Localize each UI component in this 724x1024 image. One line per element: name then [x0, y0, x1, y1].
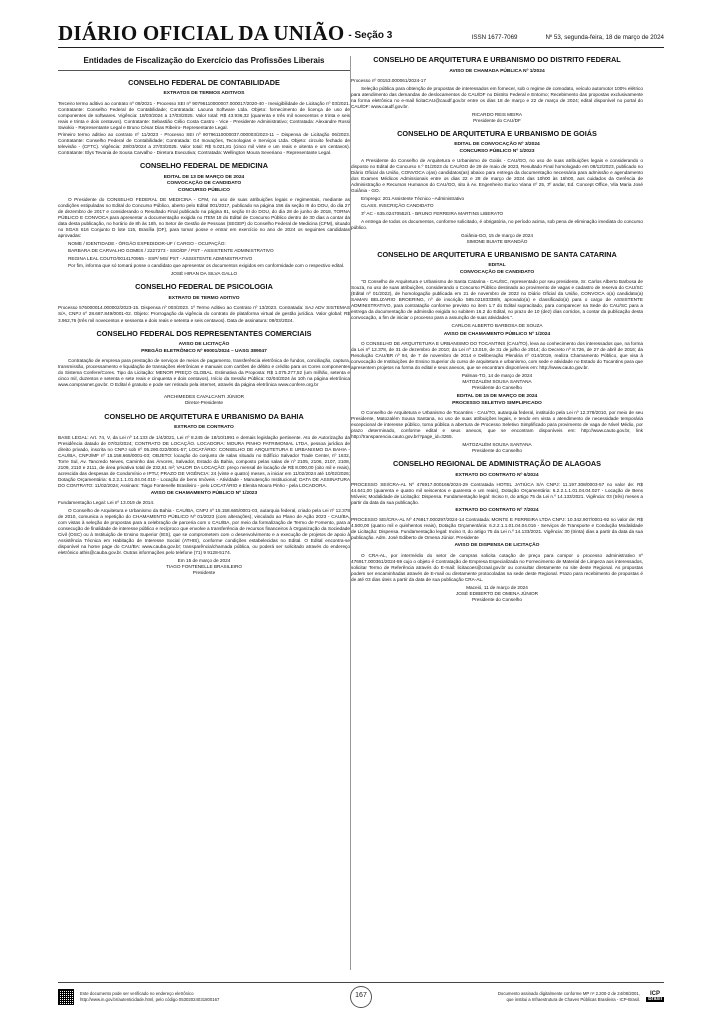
paragraph: O Presidente do CONSELHO FEDERAL DE MEDICINA - CFM, no uso de suas atribuições legais e regimentais, mediante as condições estipuladas no Edital do Concurso Público, aberto pelo Edital 001/2017, publicado na página 156 da seção III do DOU, do dia 27 de dezembro de 2017 e considerando o Resultado Final publicado na página 81, seção III do DOU, do dia 28 de junho de 2018, TORNA PÚBLICO E CONVOCA para apresentar a documentação exigida no ITEM 18 do Edital de Concurso Público dentro de 30 dias a contar da data desta publicação, no horário de 8h às 18h, no Setor de Gestão de Pessoas (SEGEP) do Conselho Federal de Medicina (CFM), situado no SGAS 616 Conjunto D lote 115, Brasília (DF), para tomar posse e entrar em exercício no ano de 2024 os seguintes candidatas aprovadas:	[58, 196, 350, 238]
act-subtitle: CONVOCAÇÃO DE CANDIDATO	[166, 181, 242, 187]
paragraph: O Conselho de Arquitetura e Urbanismo da Bahia - CAU/BA, CNPJ nº 15.158.665/0001-03, autarquia federal, criado pela Lei nº 12.378 de 2010, comunica a repetição do CHAMAMENTO PÚBLICO Nº 01/2023 (com alterações), vinculado ao Plano de Ação 2023 - CAU/BA, com vistas à seleção de propostas para a celebração de parceria com o CAU/BA, por meio da formalização de Termo de Fomento, para a consecução de finalidade de interesse público e recíproco que envolve a transferência de recursos financeiros à Organização da Sociedade Civil (OSC) ou à Instituição de Ensino Superior (IES), que se comprometem com o desenvolvimento e a execução de projetos de apoio à Assistência Técnica em Habitação de Interesse Social (ATHIS), conforme condições estabelecidas no Edital. O Edital encontra-se disponível na home page do CAU/BA: www.cauba.gov.br; transparência/chamada pública, ou poderá ser solicitado através do endereço eletrônico athis@cauba.gov.br. Outras informações pelo telefone (71) 9 9128-5174.	[58, 507, 350, 555]
paragraph: Primeiro termo aditivo ao contrato nº 11/2023 - Processo SEI nº 90796110000037.000003/2023-11 – Dispensa de Licitação 06/2023. Contratante: Conselho Federal de Contabilidade; Contratada: G4 Inovações, Tecnologias e Serviços Ltda. Objeto: circuito fechado de televisão - (CFTC). Vigência: 28/03/2024 a 27/03/2025. Valor total: R$ 5.021,81 (cinco mil vinte e um reais e oitenta e um centavos). Contratante: Elys Tevania de Sousa Carvalho - Diretora Executiva; Contratada: Wellington Moura Severiano - Representante Legal.	[58, 132, 350, 156]
paragraph: A entrega de todos os documentos, conforme solicitado, é obrigatória, no período acima, sob pena de eliminação imediata do concurso público.	[351, 218, 643, 230]
footer-left	[58, 989, 350, 1005]
act-title: AVISO DE CHAMAMENTO PÚBLICO Nº 1/2023	[150, 490, 258, 496]
paragraph: O CONSELHO DE ARQUITETURA E URBANISMO DO TOCANTINS (CAU/TO), leva ao conhecimento dos interessados que, na forma da Lei nº 12.378, de 31 de dezembro de 2010; da Lei nº 13.019, de 31 de julho de 2014; do Decreto nº 8.726, de 27 de abril de 2016; da Resolução CAU/BR nº 94, de 7 de novembro de 2014 e Deliberação Plenária nº 014/2019, realiza Chamamento Público, que visa à convocação de Instituições de Ensino Superior do curso de arquitetura e urbanismo, com sede e atividade no Estado do Tocantins para que apresentem projetos na forma do edital e seus anexos, que se encontram disponíveis em: http://www.cauto.gov.br.	[351, 341, 643, 371]
category-heading: Entidades de Fiscalização do Exercício das Profissões Liberais	[58, 56, 350, 71]
footer-verify-link[interactable]: http://www.in.gov.br/autenticidade.html, pelo código 05302024031800167	[80, 996, 220, 1002]
act-subtitle: CONVOCAÇÃO DE CANDIDATO	[459, 269, 535, 275]
signature: JOSÉ EDIBERTO DE OMENA JÚNIOR	[455, 590, 539, 596]
left-column	[58, 56, 350, 970]
act-subtitle: PROCESSO SELETIVO SIMPLIFICADO	[452, 400, 542, 406]
act-title: EDITAL DE CONVOCAÇÃO Nº 3/2024	[454, 142, 540, 148]
signature: TIAGO FONTENELLE BRASILEIRO	[165, 563, 243, 569]
signature: JOSÉ HIRAN DA SILVA GALLO	[170, 271, 238, 277]
page-number: 167	[350, 986, 371, 1008]
signature-role: Diretor-Presidente	[184, 400, 224, 406]
org-title-cra: CONSELHO REGIONAL DE ADMINISTRAÇÃO DE ALAGOAS	[392, 459, 602, 469]
paragraph: 3º AC - 635.02470552/1 - BRUNO FERREIRA MARTINS LIBERATO	[361, 210, 504, 216]
org-title-cfp: CONSELHO FEDERAL DE PSICOLOGIA	[135, 282, 273, 292]
date-line: Palmas-TO, 14 de março de 2024	[461, 373, 533, 379]
paragraph: "O Conselho de Arquitetura e Urbanismo de Santa Catarina - CAU/SC, representado por seu presidente, Sr. Carlos Alberto Barbosa de Souza, no uso de suas atribuições, considerando o Concurso Público destinado ao provimento de vagas e cadastro de reserva do CAU/SC (Edital nº 01/2022), de homologação publicada em 21 de novembro de 2022 no Diário Oficial da União, CONVOCA o(a) candidato(a) SAMAN BELIZARIO BROERING, nº de inscrição 585.02183338/8, aprovado(a) e classificado(a) para o cargo de ASSISTENTE ADMINISTRATIVO, para contratação conforme previsto no item 1.7 do Edital supracitado, para comparecer na Sede do CAU/SC para a entrega da documentação de admissão exigida no subitem 16.2 do Edital, no prazo de 10 (dez) dias corridos, a contar da publicação desta convocação, a fim de iniciar o processo para a assunção de suas atividades.".	[351, 278, 643, 320]
paragraph: Por fim, informa que só tomará posse o candidato que apresentar os documentos exigidos em conformidade com o respectivo edital.	[68, 263, 345, 269]
icp-logo-bottom: Brasil	[648, 996, 662, 1002]
paragraph: REGINA LEAL COUTO/0014170955 - SSP/ MS/ PST - ASSISTENTE ADMINISTRATIVO	[68, 255, 253, 261]
signature: MATOZALÉM SOUSA SANTANA	[462, 379, 532, 385]
icp-logo-top: ICP	[650, 991, 661, 997]
org-title-cfm: CONSELHO FEDERAL DE MEDICINA	[140, 161, 268, 171]
signature: SIMONE BUIATE BRANDÃO	[466, 238, 528, 244]
org-title-caudf: CONSELHO DE ARQUITETURA E URBANISMO DO DISTRITO FEDERAL	[373, 55, 621, 64]
paragraph: PROCESSO SEI/CRA-AL Nº 476917.000297/2024-14 Contratada: MONTE E FERREIRA LTDA CNPJ: 10.342.907/0001-92 no valor de: R$ 4.500,00 (quatro mil e quinhentos reais), Dotação Orçamentária: 6.2.2.1.1.01.04.04.016 - Serviços de Transporte e Condução Modalidade de Licitação: Dispensa. Fundamentação legal: Inciso II, do artigo 75 da Lei n.º 14.133/2021. Vigência: 30 (trinta) dias a partir da data da sua publicação. Adm. José Ediberto de Omena Júnior. Presidente	[351, 517, 643, 541]
paragraph: NOME / IDENTIDADE - ÓRGÃO EXPEDIDOR-UF / CARGO - OCUPAÇÃO:	[68, 240, 226, 246]
act-subtitle: CONCURSO PÚBLICO Nº 1/2023	[459, 148, 535, 154]
act-title: EDITAL DE 13 DE MARÇO DE 2024	[163, 175, 245, 181]
section-label: - Seção 3	[348, 30, 393, 42]
act-title: EXTRATO DE TERMO ADITIVO	[168, 296, 240, 302]
edition-date: Nº 53, segunda-feira, 18 de março de 2024	[545, 34, 664, 42]
paragraph: CLASS. INSCRIÇÃO CANDIDATO	[361, 203, 434, 209]
paragraph: O CRA-AL, por intermédio do setor de compras solicita cotação de preço para compor o processo administrativo nº 476917.000361/2024-59 cujo o objeto é Contratação de Empresa Especializada no Fornecimento de Material de Limpeza aos interessados, solicitar Termo de Referência através do E-mail: licitacoes@craal.gov.br ou consultar diretamente no site deste Regional. As propostas podem ser encaminhadas através de E-mail ou diretamente protocoladas na sede deste Regional. Prazo para recebimento de propostas é de até 03 dias úteis a partir da data de sua publicação CRA-AL.	[351, 552, 643, 582]
issn: ISSN 1677-7069	[471, 34, 518, 42]
org-title-cfc: CONSELHO FEDERAL DE CONTABILIDADE	[128, 77, 280, 87]
act-title: AVISO DE DISPENSA DE LICITAÇÃO	[454, 543, 540, 549]
signature-role: Presidente	[192, 569, 216, 575]
act-title: EXTRATO DE CONTRATO	[174, 425, 234, 431]
org-title-caugo: CONSELHO DE ARQUITETURA E URBANISMO DE GOIÁS	[397, 128, 597, 138]
qr-code-icon	[58, 989, 74, 1005]
masthead-info	[472, 34, 664, 42]
footer-verify-text: Este documento pode ser verificado no endereço eletrônico	[80, 991, 194, 996]
footer-sign-text-2: que institui a Infraestrutura de Chaves Públicas Brasileira - ICP-Brasil.	[506, 996, 641, 1002]
date-line: Em 15 de março de 2024	[177, 557, 231, 563]
signature: CARLOS ALBERTO BARBOSA DE SOUZA	[451, 322, 543, 328]
signature-role: Presidente do CAU/DF	[473, 117, 521, 123]
date-line: Maceió, 11 de março de 2024	[466, 584, 528, 590]
act-title: AVISO DE CHAMADA PÚBLICA Nº 1/2024	[449, 68, 545, 74]
icp-brasil-logo-icon	[646, 988, 664, 1006]
paragraph: A Presidente do Conselho de Arquitetura e Urbanismo de Goiás - CAU/GO, no uso de suas atribuições legais e considerando o disposto no Edital de Concurso n.º 01/2023 do CAU/GO de 29 de maio de 2023, Resultado Final homologado em 08/12/2023, publicado no Diário Oficial da União, CONVOCA o(as) candidatos(as) abaixo para entrega da documentação necessária para admissão e agendamento dos Exames Médicos Admissionais entre os dias 22 e 28 de março de 2024 das 10h00 às 16h00, aos cuidados da Gerência de Administração e Recursos Humanos do CAU/GO, sito à Av. Engenheiro Eurico Viana nº 25, 3º andar, Ed. Concept Office, Vila Maria José Goiânia - GO.	[351, 158, 643, 194]
paragraph: Seleção pública para obtenção de propostas de interessados em fornecer, sob o regime de comodato, veículo automotor 100% elétrico para atendimento das demandas de deslocamentos do CAU/DF no Distrito Federal e Entorno; Recebimento das propostas exclusivamente na forma eletrônica no e-mail licitaCAU@caudf.gov.br entre os dias 18 de março e 22 de março de 2024; edital disponível no portal do CAU/DF: www.caudf.gov.br.	[351, 85, 643, 109]
signature-role: Presidente do Conselho	[471, 385, 523, 391]
paragraph: BASE LEGAL: Art. 74, V, da Lei nº 14.133 de 1/4/2021, Lei nº 8.245 de 18/10/1991 e demais legislação pertinente. Ato de Autorização da Presidência datado de 07/02/2024; CONTRATO DE LOCAÇÃO. LOCADORA: MOURA PINHO PATRIMONIAL LTDA, pessoa jurídica de direito privado, inscrita no CNPJ sob nº 05.290.022/0001-57; LOCATÁRIO: CONSELHO DE ARQUITETURA E URBANISMO DA BAHIA - CAU/BA, CNPJ/MF nº 15.158.665/0001-03; OBJETO: locação do conjunto de salas situado no Edifício Salvador Trade Center, nº 1632, Torre Sul, Av. Tancredo Neves, Caminho das Árvores, Salvador, Estado da Bahia, composto pelas salas de nº 2105, 2106, 2107, 2108, 2109, 2110 e 2111, de área privativa total de 232,61 m²; VALOR DA LOCAÇÃO: preço mensal de locação de R$ 8.000,00 (oito mil e reais), acrescida das despesas de Condomínio e IPTU; PRAZO DE VIGÊNCIA: 24 (vinte e quatro) meses, a iniciar em 11/02/2024 até 10/02/2026; Dotação Orçamentária: 6.2.2.1.1.01.04.04.010 - Locação de bens Imóveis - Atividade - Manutenção Institucional; DATA DE ASSINATURA DO CONTRATO: 11/02/2024; Assinam: Tiago Fontenelle Brasileiro - pelo LOCATÁRIO e Elenita Moura Pinho - pela LOCADORA.	[58, 434, 350, 488]
signature: ARCHIMEDES CAVALCANTI JÚNIOR	[163, 394, 245, 400]
page-footer	[58, 982, 664, 1010]
act-title: EDITAL	[488, 263, 506, 269]
paragraph: Emprego: 201 Assistente Técnico –Administrativo	[361, 195, 465, 201]
right-column	[351, 56, 643, 970]
paragraph: BARBARA DE CARVALHO GOMES / 2227273 - SSO/DF / PST - ASSISTENTE ADMINISTRATIVO	[68, 248, 274, 254]
paragraph: Processo nº 00153.000061/2024-17	[351, 78, 426, 84]
signature: RICARDO REIS MEIRA	[471, 111, 522, 117]
footer-right	[372, 988, 664, 1006]
signature: MATOZALÉM SOUSA SANTANA	[462, 441, 532, 447]
signature-role: Presidente do Conselho	[471, 596, 523, 602]
columns	[58, 56, 664, 970]
paragraph: PROCESSO SEI/CRA-AL Nº 476917.000166/2024-29 Contratada HOTEL JATIÚCA S/A CNPJ: 11.197.308/0003-57 no valor de: R$ 44.641,00 (quarenta e quatro mil seiscentos e quarenta e um reais), Dotação Orçamentária: 6.2.2.1.1.01.04.04.027 - Locação de Bens Móveis; Modalidade de Licitação: Dispensa. Fundamentação legal: Inciso II, do artigo 75 da Lei n.º 14.133/2021. Vigência: 03 (três) meses a partir da data da sua publicação.	[351, 482, 643, 506]
act-title: EDITAL DE 15 DE MARÇO DE 2024	[456, 394, 538, 400]
paragraph: Fundamentação Legal: Lei nº 13.019 de 2014.	[58, 499, 155, 505]
paragraph: Contratação de empresa para prestação de serviços de meios de pagamento, transferência eletrônica de fundos, conciliação, captura, transmissão, processamento e liquidação de transações eletrônicas e manuais com cartões de débito e crédito para os Cores componentes do Sistema Confere/Cores. Tipo da Licitação: MENOR PREÇO GLOBAL. Estimativa da Proposta: R$ 1.075.277,52 (um milhão, setenta e cinco mil, duzentos e setenta e sete reais e cinquenta e dois centavos). Início da Sessão Pública: 02/04/2024 às 10h na página eletrônica www.comprasnet.gov.br. O Edital é gratuito e pode ser retirado pela internet, através da página eletrônica www.confere.org.br	[58, 357, 350, 387]
footer-sign-text: Documento assinado digitalmente conforme MP nº 2.200-2 de 24/08/2001,	[497, 991, 641, 996]
act-title: EXTRATOS DE TERMOS ADITIVOS	[163, 91, 245, 97]
act-title: AVISO DE CHAMAMENTO PÚBLICO Nº 1/2024	[443, 331, 551, 337]
paragraph: Terceiro termo aditivo ao contrato nº 09/2021 - Processo SEI nº 90796110000007.000017/2020-40 - Inexigibilidade de Licitação nº 03/2021. Contratante: Conselho Federal de Contabilidade; Contratada: Lacuna Software Ltda. Objeto: fornecimento de licença de uso de componentes de softwares. Vigência: 18/03/2024 a 17/03/2025. Valor total: R$ 43.936,32 (quarenta e três mil novecentos e trinta e seis reais e trinta e dois centavos). Contratante: Sebastião Célio Costa Castro - Vice - Presidente Administrativo; Contratada: Alexandre Rossi Swiokio - Representante Legal e Bruno César Dias Ribeiro- Representante Legal.	[58, 100, 350, 130]
org-title-core: CONSELHO FEDERAL DOS REPRESENTANTES COMERCIAIS	[96, 328, 312, 338]
journal-title: DIÁRIO OFICIAL DA UNIÃO	[58, 21, 345, 45]
act-title: AVISO DE LICITAÇÃO	[178, 342, 230, 348]
org-title-causc: CONSELHO DE ARQUITETURA E URBANISMO DE SANTA CATARINA	[377, 249, 617, 259]
org-title-cauba: CONSELHO DE ARQUITETURA E URBANISMO DA BAHIA	[104, 411, 304, 421]
act-title: EXTRATO DO CONTRATO Nº 7/2024	[455, 508, 539, 514]
paragraph: Processo 576000014.000002/2023-15. Dispensa nº 003/2023. 1º Termo Aditivo ao Contrato nº 13/2023. Contratada: SAJ ADV SISTEMAS S/A, CNPJ nº 28.687.849/0001-02. Objeto: Prorrogação da vigência do contrato de plataforma virtual de gestão jurídica. Valor global: R$ 3.962,76 (três mil novecentos e sessenta e dois reais e setenta e seis centavos). Data de assinatura: 08/03/2024.	[58, 305, 350, 323]
act-title: EXTRATO DO CONTRATO Nº 6/2024	[455, 472, 539, 478]
signature-role: Presidente do Conselho	[471, 448, 523, 453]
act-subtitle: CONCURSO PÚBLICO	[178, 187, 230, 193]
act-subtitle: PREGÃO ELETRÔNICO Nº 90001/2024 – UASG 389047	[141, 348, 267, 354]
masthead	[58, 21, 664, 48]
date-line: Goiânia-GO, 15 de março de 2024	[461, 232, 533, 238]
paragraph: O Conselho de Arquitetura e Urbanismo de Tocantins - CAU/TO, autarquia federal, instituído pela Lei nº 12.378/2010, por meio de seu Presidente, Matozalém Sousa Santana, no uso de suas atribuições legais, e tendo em vista o atendimento de necessidade temporária excepcional de interesse público, torna pública a abertura de Processo Seletivo Simplificado para provimento de vaga de Nível Médio, por prazo determinado, conforme edital e seus anexos, que se encontram disponíveis em: http://www.cauto.gov.br, link http://transparencia.cauto.gov.br/?page_id=3265.	[351, 409, 643, 439]
